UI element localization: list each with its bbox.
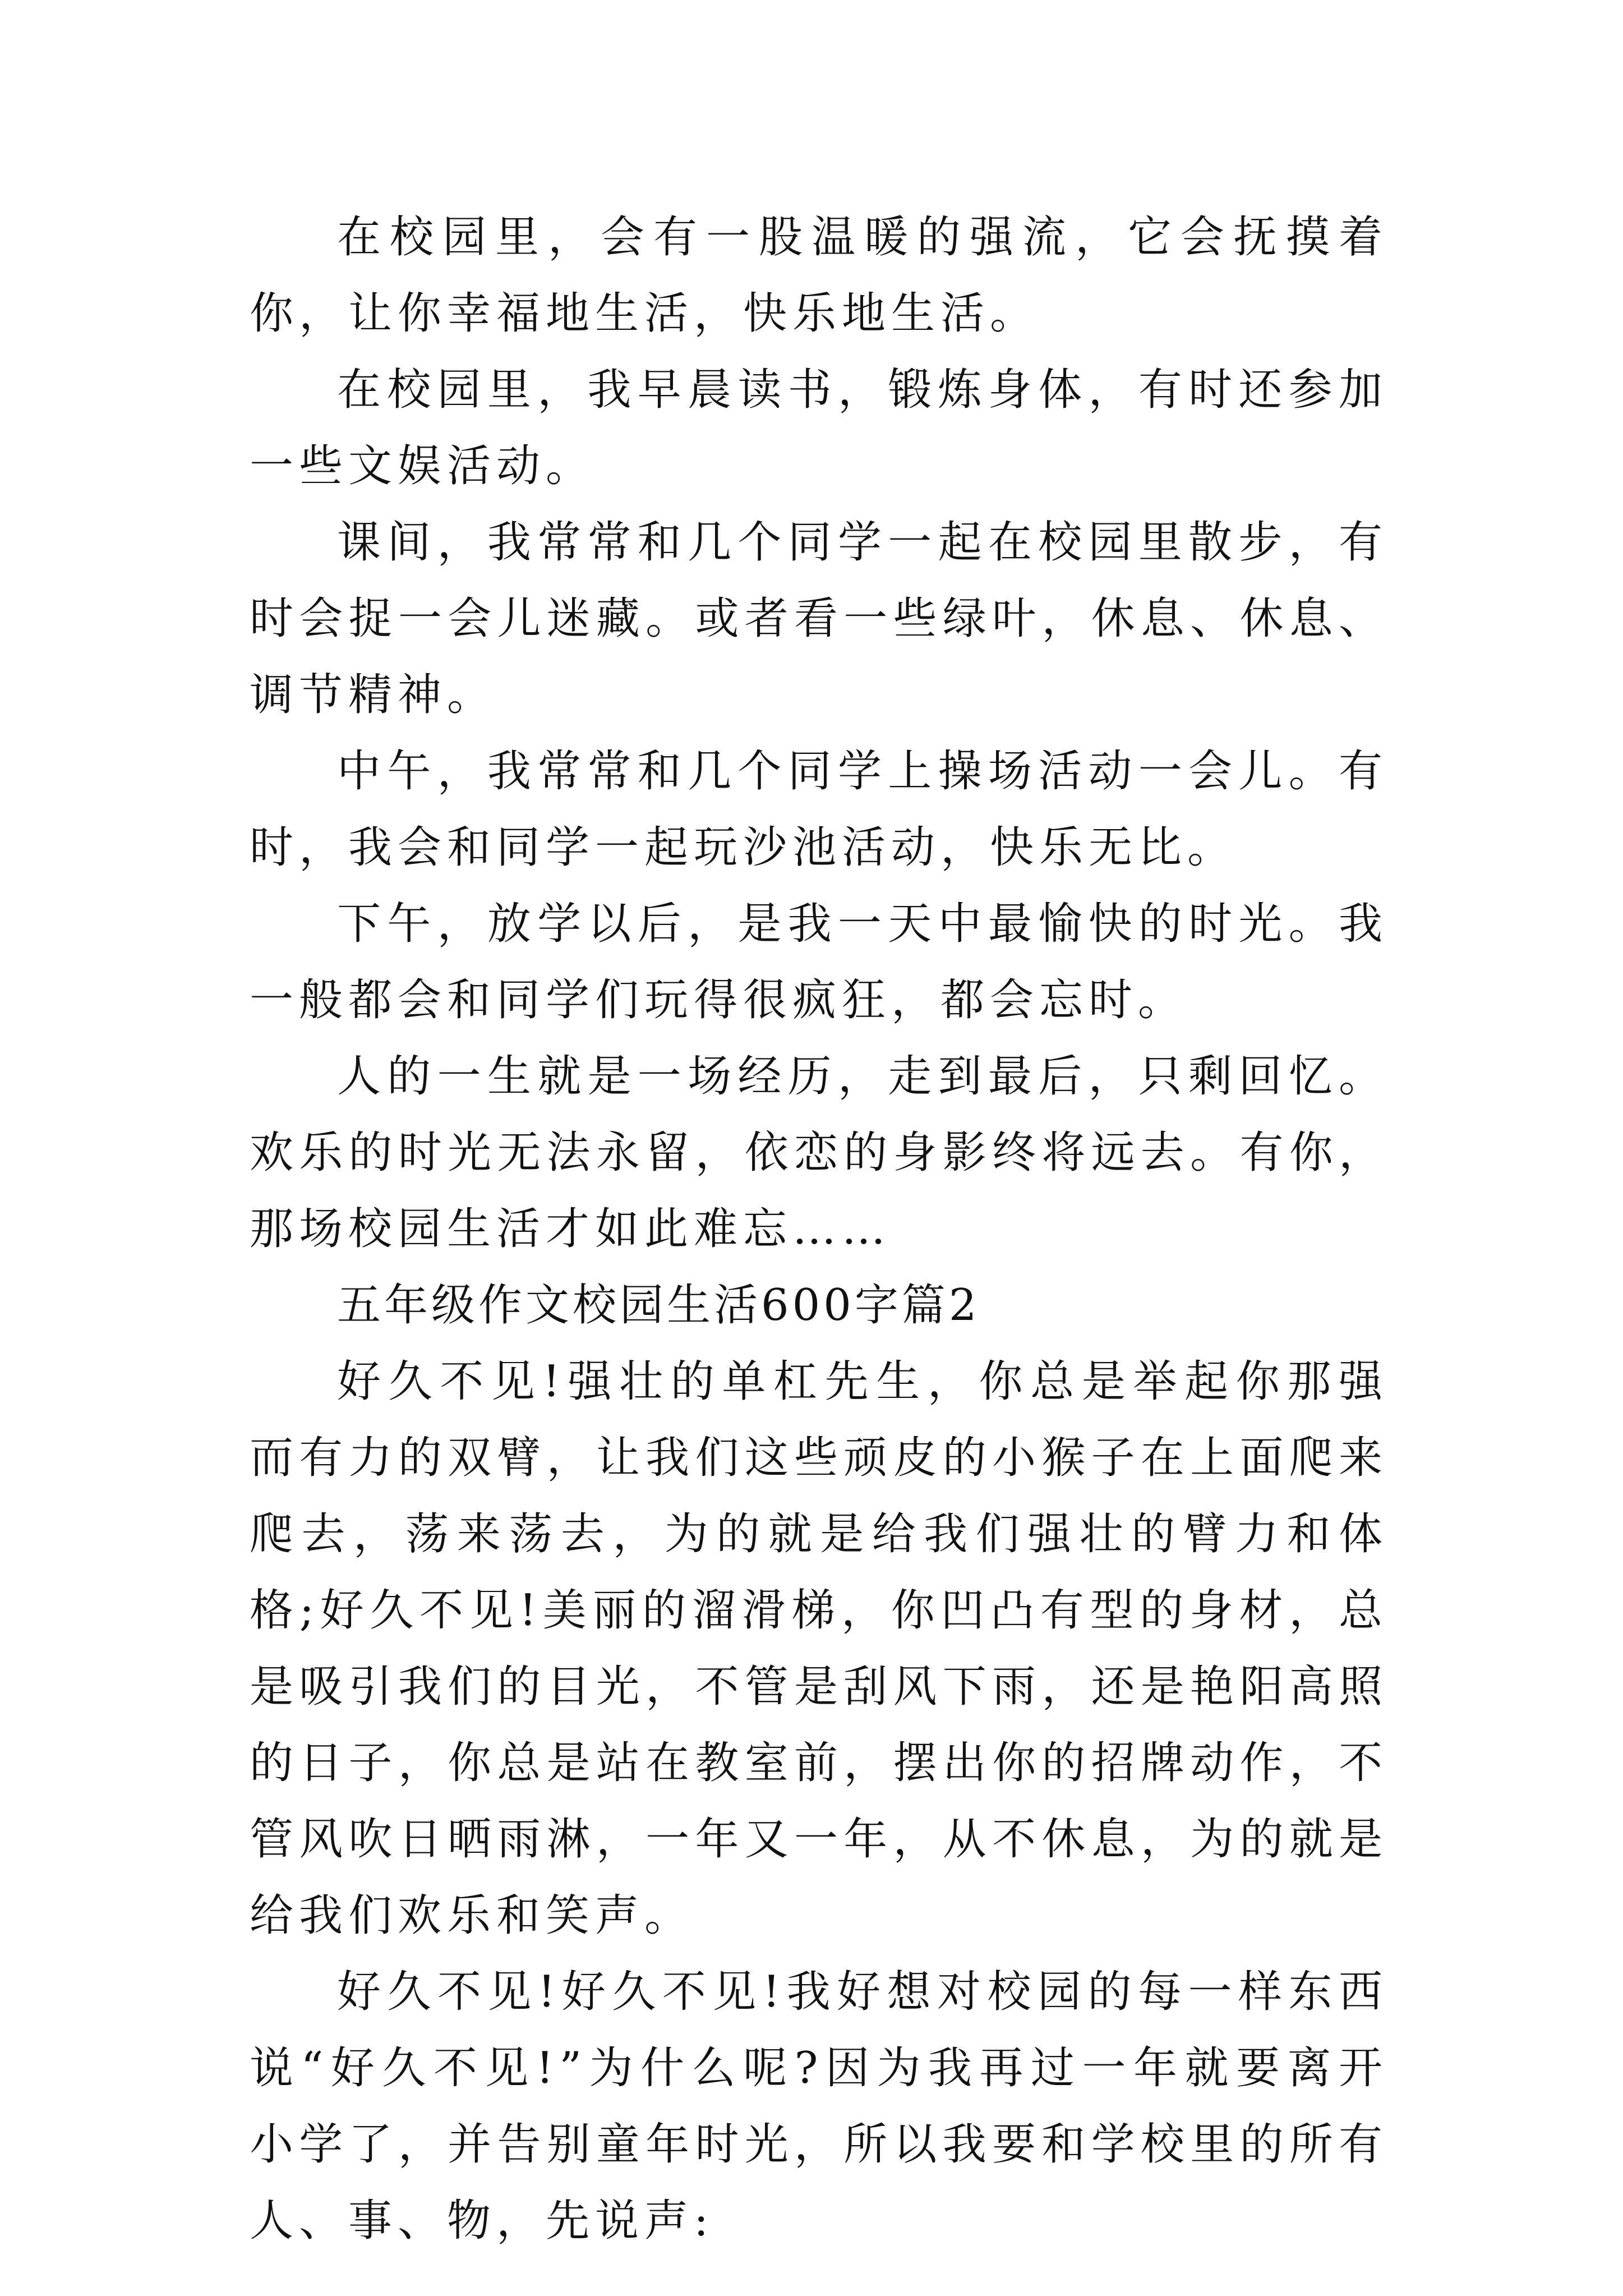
paragraph-3: 课间，我常常和几个同学一起在校园里散步，有时会捉一会儿迷藏。或者看一些绿叶，休息、休息、调节精神。 xyxy=(250,517,1388,720)
paragraph-8: 好久不见!好久不见!我好想对校园的每一样东西说“好久不见!”为什么呢?因为我再过一年就要离开小学了，并告别童年时光，所以我要和学校里的所有人、事、物，先说声: xyxy=(250,1967,1388,2246)
paragraph-1: 在校园里，会有一股温暖的强流，它会抚摸着你，让你幸福地生活，快乐地生活。 xyxy=(250,212,1388,339)
document-body xyxy=(250,199,1388,2259)
paragraph-5: 下午，放学以后，是我一天中最愉快的时光。我一般都会和同学们玩得很疯狂，都会忘时。 xyxy=(250,899,1388,1025)
paragraph-4: 中午，我常常和几个同学上操场活动一会儿。有时，我会和同学一起玩沙池活动，快乐无比。 xyxy=(250,746,1388,873)
section-title: 五年级作文校园生活600字篇2 xyxy=(337,1280,980,1331)
paragraph-6: 人的一生就是一场经历，走到最后，只剩回忆。欢乐的时光无法永留，依恋的身影终将远去。有你，那场校园生活才如此难忘…… xyxy=(250,1051,1388,1254)
paragraph-7: 好久不见!强壮的单杠先生，你总是举起你那强而有力的双臂，让我们这些顽皮的小猴子在上面爬来爬去，荡来荡去，为的就是给我们强壮的臂力和体格;好久不见!美丽的溜滑梯，你凹凸有型的身材，总是吸引我们的目光，不管是刮风下雨，还是艳阳高照的日子，你总是站在教室前，摆出你的招牌动作，不管风吹日晒雨淋，一年又一年，从不休息，为的就是给我们欢乐和笑声。 xyxy=(250,1356,1388,1941)
paragraph-2: 在校园里，我早晨读书，锻炼身体，有时还参加一些文娱活动。 xyxy=(250,365,1388,491)
